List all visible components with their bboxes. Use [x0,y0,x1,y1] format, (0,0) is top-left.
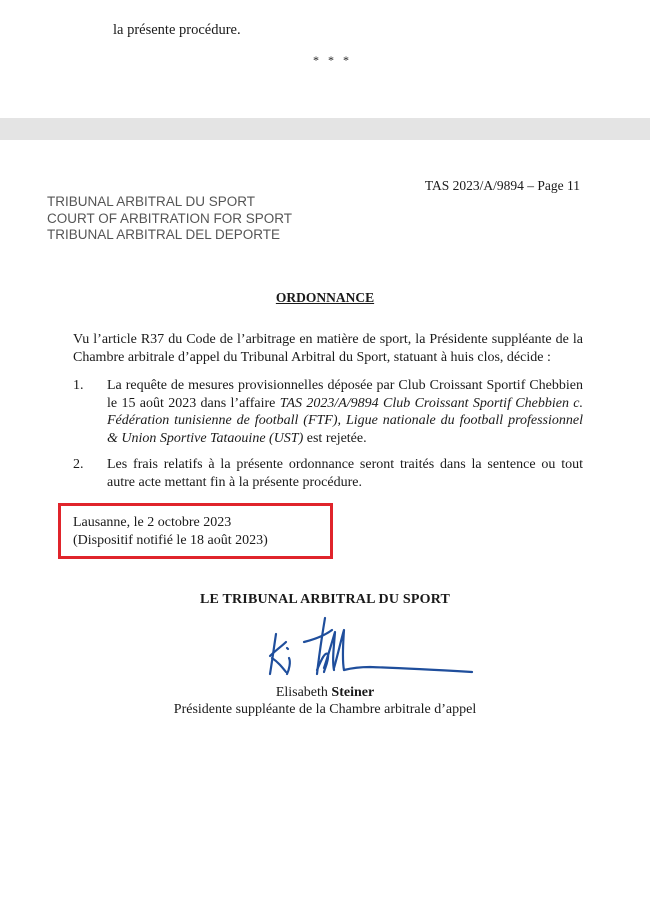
item-text: La requête de mesures provisionnelles déposée par Club Croissant Sportif Chebbien le 15 août 2023 dans l’affaire TAS 2023/A/9894 Club Croissant Sportif Chebbien c. Fédération tunisienne de football (FTF), Ligue nationale du football professionnel & Union Sportive Tataouine (UST) est rejetée. [107,378,583,446]
previous-page-fragment [0,0,650,118]
decision-item-1 [73,377,583,447]
item-number: 1. [73,378,84,393]
place-date: Lausanne, le 2 octobre 2023 [73,515,232,530]
previous-page-last-line: la présente procédure. [113,22,241,38]
date-block [73,514,268,549]
court-name-en: COURT OF ARBITRATION FOR SPORT [47,210,293,226]
handwritten-signature-icon [262,612,477,687]
court-name-es: TRIBUNAL ARBITRAL DEL DEPORTE [47,227,281,242]
page-reference: TAS 2023/A/9894 – Page 11 [424,178,580,193]
court-name-fr: TRIBUNAL ARBITRAL DU SPORT [47,194,256,209]
court-letterhead [47,194,292,244]
decision-item-2 [73,456,583,491]
case-title: TAS 2023/A/9894 Club Croissant Sportif Chebbien c. Fédération tunisienne de football (FTF), Ligue nationale du football professionnel & Union Sportive Tataouine (UST) [107,395,583,446]
document-title: ORDONNANCE [275,290,375,305]
item-text: Les frais relatifs à la présente ordonnance seront traités dans la sentence ou tout autre acte mettant fin à la présente procédure. [107,457,583,490]
notification-date: (Dispositif notifié le 18 août 2023) [73,532,268,548]
item-number: 2. [73,457,84,472]
signer-name: Elisabeth Steiner [275,685,375,700]
signing-organization: LE TRIBUNAL ARBITRAL DU SPORT [199,592,451,607]
page-gap [0,118,650,140]
intro-paragraph: Vu l’article R37 du Code de l’arbitrage en matière de sport, la Présidente suppléante de la Chambre arbitrale d’appel du Tribunal Arbitral du Sport, statuant à huis clos, décide : [73,332,583,365]
signer-role: Présidente suppléante de la Chambre arbitrale d’appel [173,702,477,717]
section-separator: * * * [313,53,352,67]
